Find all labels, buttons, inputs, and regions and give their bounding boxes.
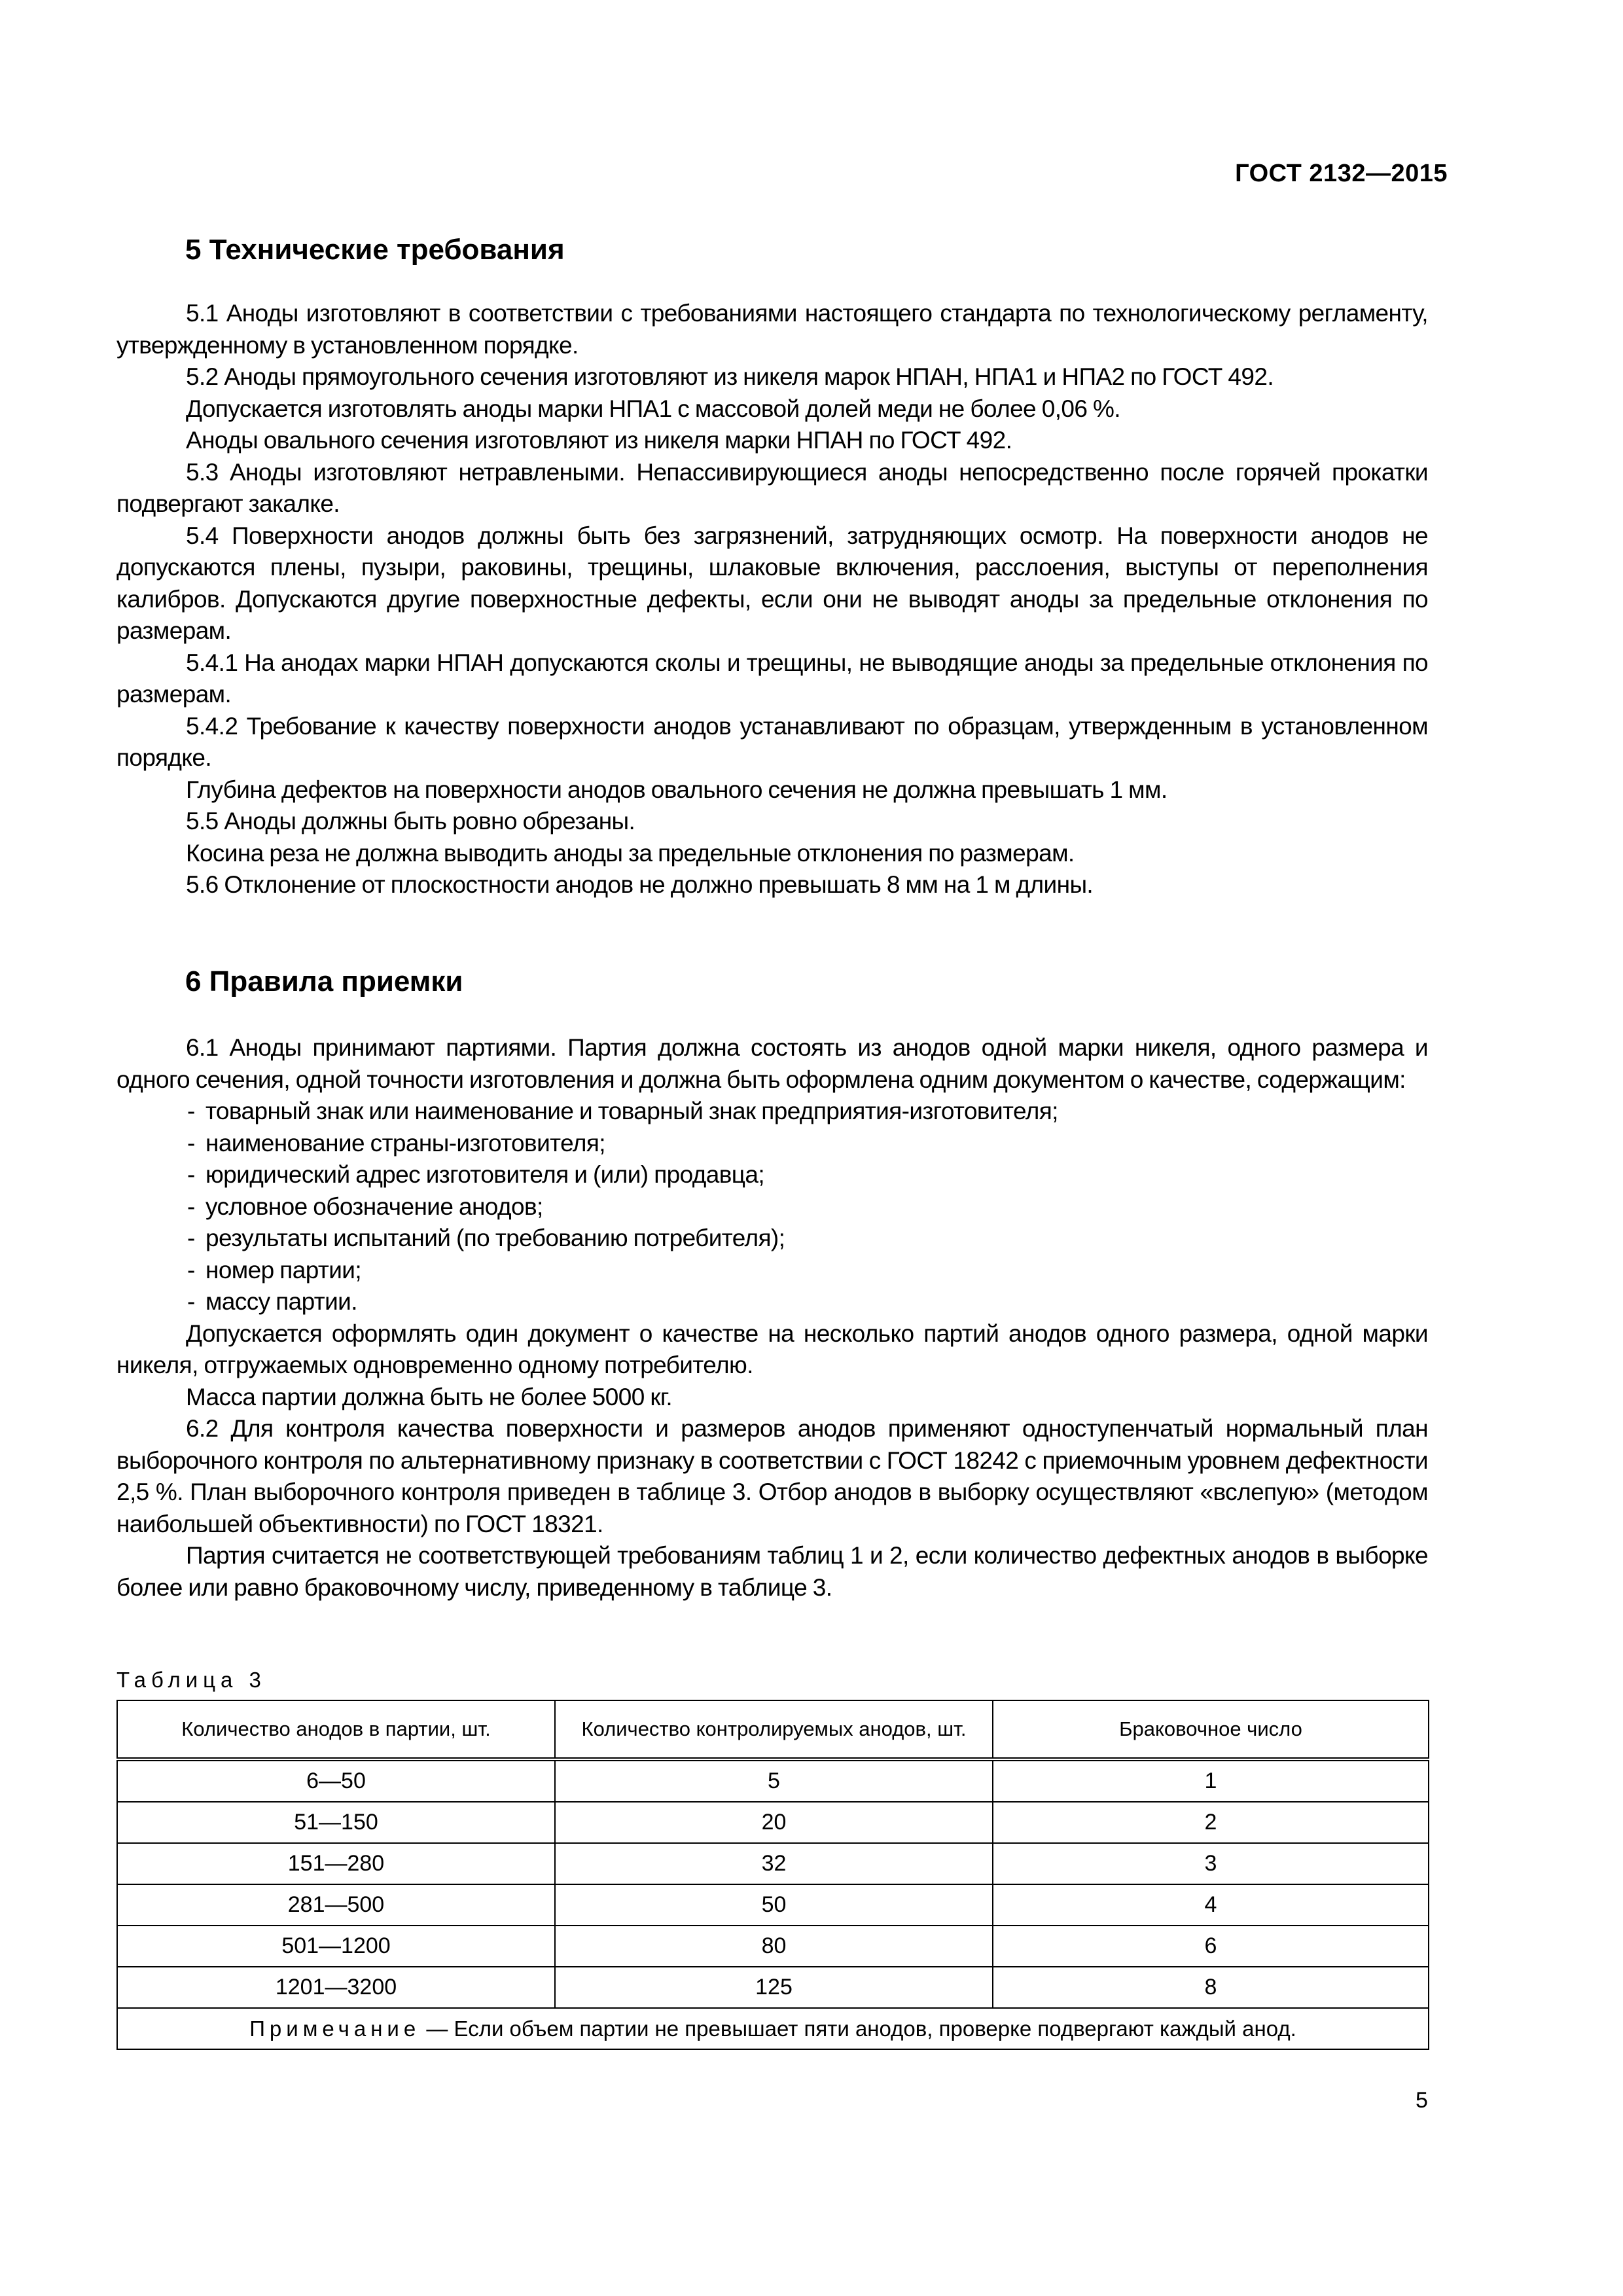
table-3	[116, 1700, 1429, 2050]
list-marker: -	[187, 1193, 195, 1220]
paragraph-6-1: 6.1 Аноды принимают партиями. Партия должна состоять из анодов одной марки никеля, одного размера и одного сечения, одной точности изготовления и должна быть оформлена одним документом о качестве, содержащим:	[116, 1034, 1428, 1093]
cell-rejection-number: 4	[993, 1884, 1429, 1926]
cell-sample-size: 20	[555, 1802, 993, 1843]
list-item: - юридический адрес изготовителя и (или) продавца;	[116, 1159, 1428, 1191]
page-number: 5	[1416, 2088, 1428, 2113]
section-5-heading: 5 Технические требования	[185, 234, 565, 266]
paragraph-5-4-2-note: Глубина дефектов на поверхности анодов овального сечения не должна превышать 1 мм.	[186, 776, 1168, 803]
paragraph-5-5: 5.5 Аноды должны быть ровно обрезаны.	[186, 808, 635, 834]
list-item: - массу партии.	[116, 1286, 1428, 1318]
table-note	[117, 2008, 1429, 2049]
paragraph-5-2: 5.2 Аноды прямоугольного сечения изготовляют из никеля марок НПАН, НПА1 и НПА2 по ГОСТ 492.	[186, 363, 1274, 390]
list-marker: -	[187, 1288, 195, 1315]
cell-rejection-number: 1	[993, 1759, 1429, 1802]
paragraph-single-document: Допускается оформлять один документ о качестве на несколько партий анодов одного размера, одной марки никеля, отгружаемых одновременно одному потребителю.	[116, 1319, 1428, 1378]
cell-rejection-number: 3	[993, 1843, 1429, 1884]
list-marker: -	[187, 1225, 195, 1251]
paragraph-batch-rejection: Партия считается не соответствующей требованиям таблиц 1 и 2, если количество дефектных анодов в выборке более или равно браковочному числу, приведенному в таблице 3.	[116, 1542, 1428, 1601]
column-header-sample-size: Количество контролируемых анодов, шт.	[555, 1700, 993, 1759]
cell-rejection-number: 2	[993, 1802, 1429, 1843]
list-item: - результаты испытаний (по требованию потребителя);	[116, 1223, 1428, 1255]
paragraph-5-2-note-1: Допускается изготовлять аноды марки НПА1 с массовой долей меди не более 0,06 %.	[186, 395, 1120, 422]
cell-sample-size: 125	[555, 1967, 993, 2008]
table-header-row	[117, 1700, 1429, 1759]
section-5-body	[116, 298, 1428, 901]
section-6-body	[116, 1032, 1428, 1604]
note-text: — Если объем партии не превышает пяти анодов, проверке подвергают каждый анод.	[426, 2016, 1296, 2041]
paragraph-batch-mass: Масса партии должна быть не более 5000 кг.	[186, 1383, 672, 1410]
paragraph-5-6: 5.6 Отклонение от плоскостности анодов не должно превышать 8 мм на 1 м длины.	[186, 871, 1094, 898]
cell-batch-size: 1201—3200	[117, 1967, 555, 2008]
cell-batch-size: 6—50	[117, 1759, 555, 1802]
list-marker: -	[187, 1129, 195, 1157]
table-row	[117, 1926, 1429, 1967]
table-row	[117, 1802, 1429, 1843]
list-marker: -	[187, 1161, 195, 1188]
cell-batch-size: 501—1200	[117, 1926, 555, 1967]
table-row	[117, 1884, 1429, 1926]
paragraph-5-1: 5.1 Аноды изготовляют в соответствии с требованиями настоящего стандарта по технологическому регламенту, утвержденному в установленном порядке.	[116, 300, 1428, 359]
list-item: - товарный знак или наименование и товарный знак предприятия-изготовителя;	[116, 1096, 1428, 1128]
paragraph-5-4-2: 5.4.2 Требование к качеству поверхности анодов устанавливают по образцам, утвержденным в установленном порядке.	[116, 712, 1428, 771]
column-header-batch-size: Количество анодов в партии, шт.	[117, 1700, 555, 1759]
list-item: - условное обозначение анодов;	[116, 1191, 1428, 1223]
paragraph-5-3: 5.3 Аноды изготовляют нетравлеными. Непассивирующиеся аноды непосредственно после горячей прокатки подвергают закалке.	[116, 458, 1428, 517]
table-row	[117, 1759, 1429, 1802]
cell-sample-size: 32	[555, 1843, 993, 1884]
list-marker: -	[187, 1256, 195, 1283]
section-6-heading: 6 Правила приемки	[185, 965, 463, 997]
list-item: - наименование страны-изготовителя;	[116, 1128, 1428, 1160]
list-item: - номер партии;	[116, 1255, 1428, 1287]
document-contents-list	[116, 1096, 1428, 1318]
cell-rejection-number: 8	[993, 1967, 1429, 2008]
cell-sample-size: 5	[555, 1759, 993, 1802]
paragraph-6-2: 6.2 Для контроля качества поверхности и размеров анодов применяют одноступенчатый нормальный план выборочного контроля по альтернативному признаку в соответствии с ГОСТ 18242 с приемочным уровнем дефектности 2,5 %. План выборочного контроля приведен в таблице 3. Отбор анодов в выборку осуществляют «вслепую» (методом наибольшей объективности) по ГОСТ 18321.	[116, 1415, 1428, 1537]
cell-sample-size: 80	[555, 1926, 993, 1967]
paragraph-5-4: 5.4 Поверхности анодов должны быть без загрязнений, затрудняющих осмотр. На поверхности анодов не допускаются плены, пузыри, раковины, трещины, шлаковые включения, расслоения, выступы от переполнения калибров. Допускаются другие поверхностные дефекты, если они не выводят аноды за предельные отклонения по размерам.	[116, 522, 1428, 644]
cell-batch-size: 51—150	[117, 1802, 555, 1843]
table-3-caption: Таблица 3	[116, 1668, 266, 1692]
table-row	[117, 1967, 1429, 2008]
table-note-row	[117, 2008, 1429, 2049]
paragraph-5-4-1: 5.4.1 На анодах марки НПАН допускаются сколы и трещины, не выводящие аноды за предельные отклонения по размерам.	[116, 649, 1428, 708]
column-header-rejection-number: Браковочное число	[993, 1700, 1429, 1759]
paragraph-5-2-note-2: Аноды овального сечения изготовляют из никеля марки НПАН по ГОСТ 492.	[186, 427, 1012, 454]
document-code: ГОСТ 2132—2015	[1235, 160, 1448, 187]
cell-sample-size: 50	[555, 1884, 993, 1926]
cell-rejection-number: 6	[993, 1926, 1429, 1967]
table-row	[117, 1843, 1429, 1884]
list-marker: -	[187, 1098, 195, 1124]
cell-batch-size: 281—500	[117, 1884, 555, 1926]
note-label: Примечание	[249, 2016, 421, 2041]
paragraph-5-5-note: Косина реза не должна выводить аноды за предельные отклонения по размерам.	[186, 839, 1075, 867]
cell-batch-size: 151—280	[117, 1843, 555, 1884]
